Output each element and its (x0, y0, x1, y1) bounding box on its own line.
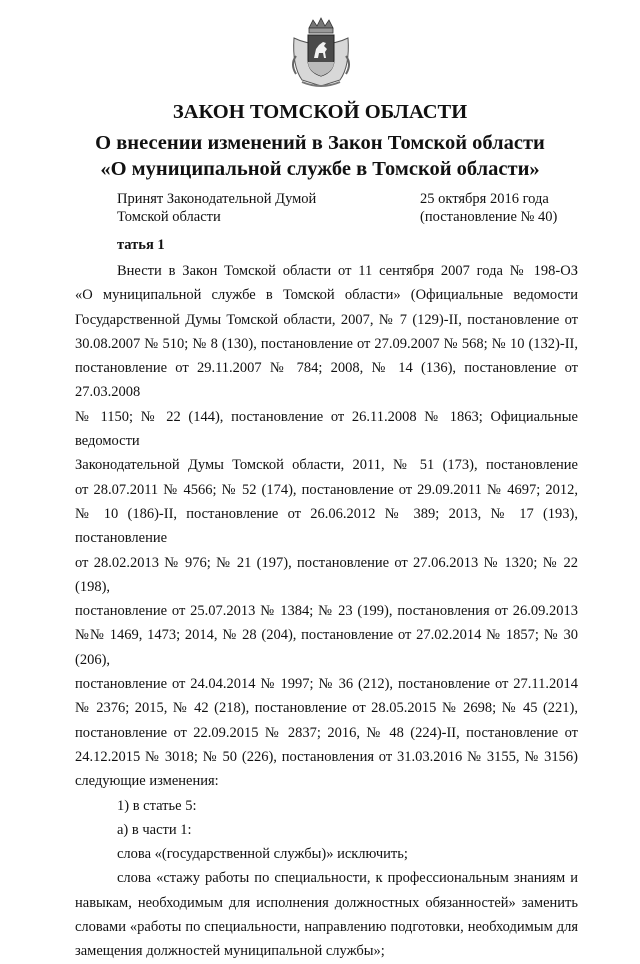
item-1 (75, 794, 578, 818)
text-line: постановление от 29.11.2007 № 784; 2008, № 14 (136), постановление от 27.03.2008 (75, 360, 578, 401)
law-subtitle-line-1: О внесении изменений в Закон Томской области (95, 132, 545, 154)
text-line: Внести в Закон Томской области от 11 сентября 2007 года № 198-ОЗ (117, 263, 578, 279)
document-title (0, 100, 640, 182)
text-line: № 2376; 2015, № 42 (218), постановление от 28.05.2015 № 2698; № 45 (221), (75, 700, 578, 717)
text-line: а) в части 1: (117, 821, 192, 838)
text-line: 24.12.2015 № 3018; № 50 (226), постановления от 31.03.2016 № 3155, № 3156) (75, 748, 578, 765)
text-line: словами «работы по специальности, направлению подготовки, необходимым для (75, 919, 578, 936)
text-line: Государственной Думы Томской области, 2007, № 7 (129)-II, постановление от (75, 311, 578, 328)
text-line: № 10 (186)-II, постановление от 26.06.2012 № 389; 2013, № 17 (193), постановление (75, 505, 578, 547)
text-line: от 28.07.2011 № 4566; № 52 (174), постановление от 29.09.2011 № 4697; 2012, (75, 481, 578, 498)
text-line: постановление от 25.07.2013 № 1384; № 23 (199), постановления от 26.09.2013 (75, 603, 578, 620)
text-line: слова «стажу работы по специальности, к профессиональным знаниям и (117, 870, 578, 887)
adopted-by-line-2: Томской области (117, 209, 221, 225)
text-line: Законодательной Думы Томской области, 2011, № 51 (173), постановление (75, 457, 578, 474)
text-line: от 28.02.2013 № 976; № 21 (197), постановление от 27.06.2013 № 1320; № 22 (198), (75, 554, 578, 595)
intro-paragraph (75, 259, 578, 794)
tomsk-region-coat-of-arms-icon (288, 16, 354, 88)
article-body (75, 259, 578, 964)
text-line: постановление от 24.04.2014 № 1997; № 36 (212), постановление от 27.11.2014 (75, 676, 578, 693)
adoption-date-line: 25 октября 2016 года (420, 191, 549, 207)
text-line: «О муниципальной службе в Томской области» (Официальные ведомости (75, 287, 578, 304)
law-title: ЗАКОН ТОМСКОЙ ОБЛАСТИ (172, 101, 468, 123)
law-subtitle-line-2: «О муниципальной службе в Томской области» (100, 158, 540, 180)
text-line: 30.08.2007 № 510; № 8 (130), постановление от 27.09.2007 № 568; № 10 (132)-II, (75, 335, 578, 352)
adoption-date (420, 190, 557, 226)
adopted-by (117, 190, 316, 226)
text-line: навыкам, необходимым для исполнения должностных обязанностей» заменить (75, 894, 578, 911)
item-1a (75, 818, 578, 842)
text-line: слова «(государственной службы)» исключить; (117, 846, 408, 863)
exclude-paragraph (75, 842, 578, 866)
text-line: №№ 1469, 1473; 2014, № 28 (204), постановление от 27.02.2014 № 1857; № 30 (206), (75, 627, 578, 668)
article-heading: татья 1 (117, 237, 165, 253)
resolution-number-line: (постановление № 40) (420, 209, 558, 225)
adopted-by-line-1: Принят Законодательной Думой (117, 191, 317, 207)
text-line: следующие изменения: (75, 773, 219, 790)
text-line: № 1150; № 22 (144), постановление от 26.11.2008 № 1863; Официальные ведомости (75, 408, 578, 450)
replace-paragraph (75, 866, 578, 963)
text-line: постановление от 22.09.2015 № 2837; 2016, № 48 (224)-II, постановление от (75, 724, 578, 741)
text-line: замещения должностей муниципальной службы»; (75, 943, 385, 960)
text-line: 1) в статье 5: (117, 797, 197, 814)
